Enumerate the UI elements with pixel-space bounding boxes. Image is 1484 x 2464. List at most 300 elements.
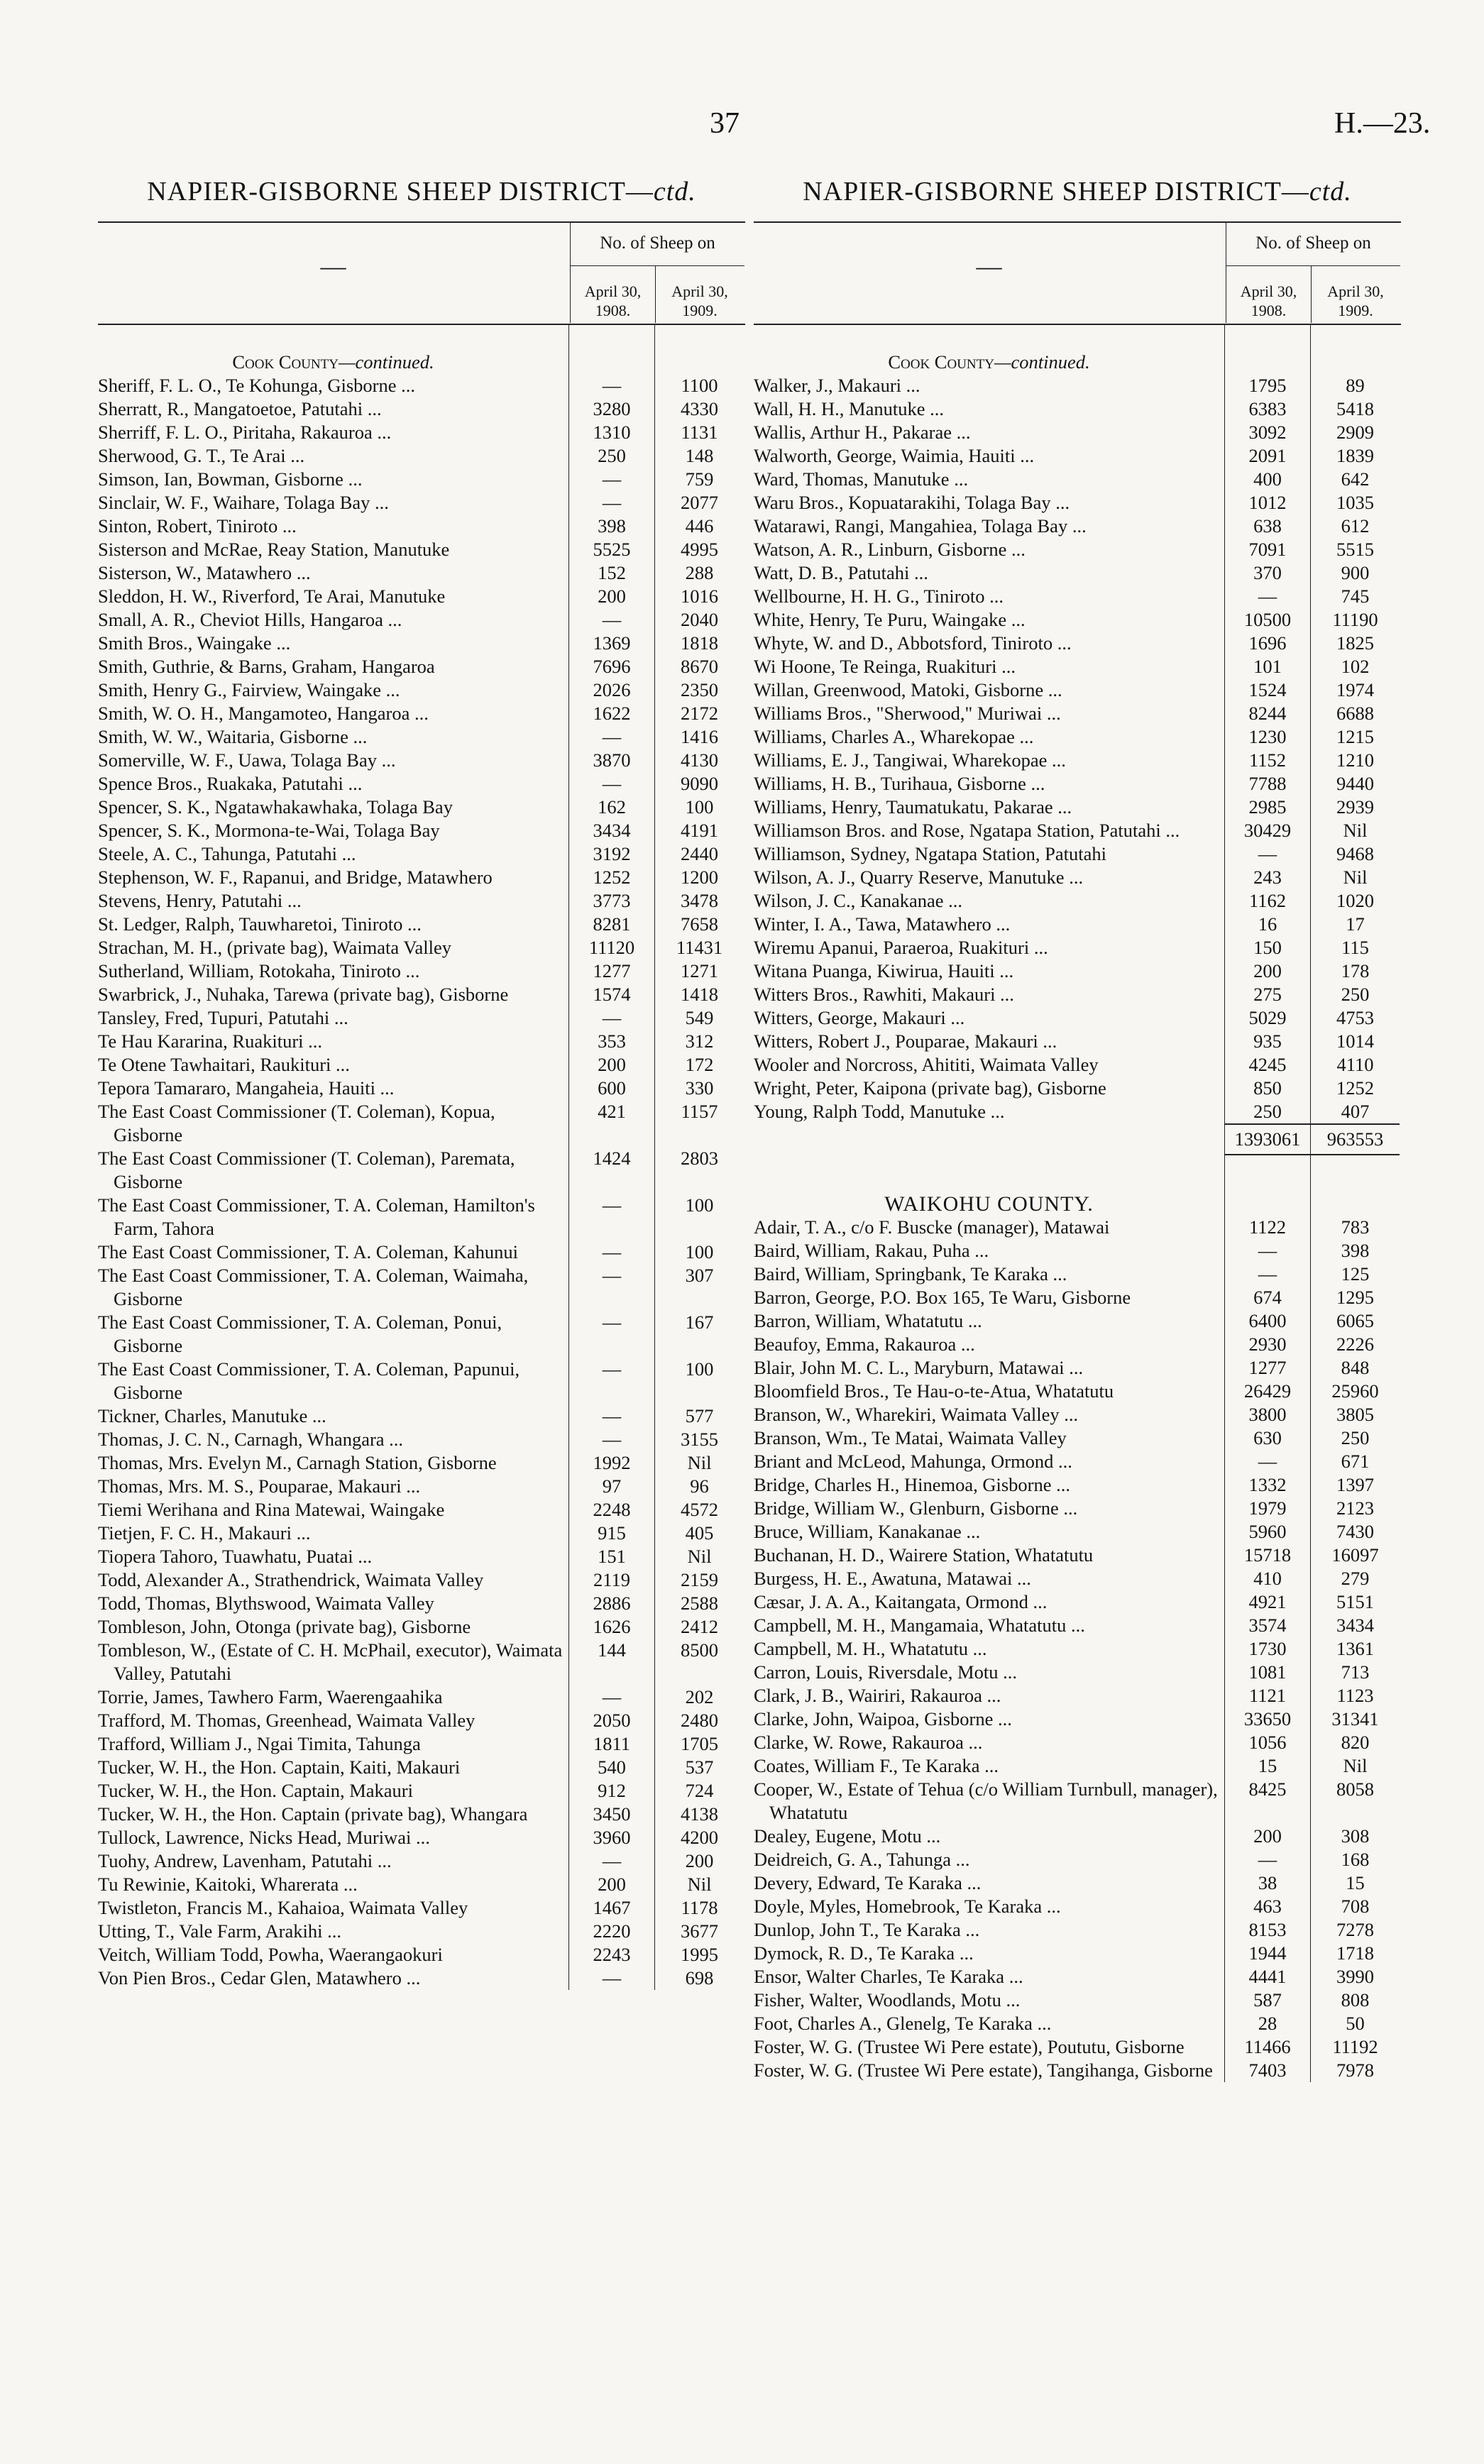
sheep-1909: 15 [1310,1871,1400,1895]
sheep-1909: 31341 [1310,1707,1400,1731]
sheep-1909: 549 [654,1006,744,1030]
table-row [754,1356,1401,1380]
sheep-1908: 250 [1224,1100,1310,1123]
owner-name: Willan, Greenwood, Matoki, Gisborne ... [754,679,1062,700]
sheep-1909: 6065 [1310,1309,1400,1333]
owner-name: Williams Bros., "Sherwood," Muriwai ... [754,703,1061,724]
sheep-1908: 1944 [1224,1942,1310,1965]
table-row [98,1920,745,1943]
table-row [754,444,1401,468]
sheep-1908: — [568,1428,654,1451]
owner-name: Strachan, M. H., (private bag), Waimata Valley [98,937,452,958]
sheep-1909: 4753 [1310,1006,1400,1030]
sheep-1909: Nil [1310,1754,1400,1778]
table-row [754,1707,1401,1731]
sheep-1908: — [568,1967,654,1990]
sheep-1909: Nil [1310,866,1400,889]
sheep-1908: 1332 [1224,1473,1310,1497]
sheep-1908: 275 [1224,983,1310,1006]
sheep-1908: 3960 [568,1826,654,1849]
table-row [754,655,1401,678]
header-dash: — [976,252,1002,280]
table-row [754,889,1401,913]
sheep-1908: — [1224,1239,1310,1263]
sheep-1909: 7978 [1310,2059,1400,2082]
owner-name: Bridge, Charles H., Hinemoa, Gisborne ... [754,1474,1070,1495]
table-row [754,1006,1401,1030]
owner-name: Tombleson, John, Otonga (private bag), Gisborne [98,1616,471,1637]
owner-name: Campbell, M. H., Whatatutu ... [754,1638,987,1659]
owner-name: Veitch, William Todd, Powha, Waerangaokuri [98,1944,443,1965]
sheep-1909: 100 [654,1358,744,1404]
table-row [754,1567,1401,1590]
table-row [754,468,1401,491]
sheep-1908: 4245 [1224,1053,1310,1077]
table-row [98,1006,745,1030]
sheep-1909: 148 [654,444,744,468]
table-row [98,1943,745,1967]
sheep-1908: 540 [568,1756,654,1779]
sheep-1909: 3478 [654,889,744,913]
owner-name: Waru Bros., Kopuatarakihi, Tolaga Bay ... [754,492,1070,513]
sheep-1909: 2350 [654,678,744,702]
sheep-1909: 3805 [1310,1403,1400,1426]
sheep-1908: 38 [1224,1871,1310,1895]
sheep-1909: 9090 [654,772,744,796]
owner-name: Sherwood, G. T., Te Arai ... [98,445,305,466]
sheep-1908: 600 [568,1077,654,1100]
owner-name: The East Coast Commissioner, T. A. Coleman, Kahunui [98,1241,518,1263]
total-row [754,1123,1401,1155]
sheep-1909: 405 [654,1522,744,1545]
sheep-1908: 850 [1224,1077,1310,1100]
table-row [754,1731,1401,1754]
owner-name: Adair, T. A., c/o F. Buscke (manager), Matawai [754,1216,1110,1238]
sheep-1909: 4200 [654,1826,744,1849]
owner-name: Young, Ralph Todd, Manutuke ... [754,1101,1005,1122]
table-row [754,1426,1401,1450]
sheep-1909: 168 [1310,1848,1400,1871]
sheep-1909: 250 [1310,983,1400,1006]
table-row [98,1475,745,1498]
sheep-1909: 102 [1310,655,1400,678]
sheep-1908: 2886 [568,1592,654,1615]
table-row [98,1451,745,1475]
sheep-1909: 11190 [1310,608,1400,632]
sheep-1909: 900 [1310,561,1400,585]
sheep-1908: 8425 [1224,1778,1310,1825]
sheep-1908: 2243 [568,1943,654,1967]
sheep-1909: 100 [654,796,744,819]
sheep-1909: 308 [1310,1825,1400,1848]
owner-name: Smith Bros., Waingake ... [98,632,291,654]
table-row [754,1497,1401,1520]
header-col-1908: April 30, 1908. [570,266,655,323]
owner-name: Te Hau Kararina, Ruakituri ... [98,1030,323,1052]
table-row [98,1756,745,1779]
table-row [98,1592,745,1615]
sheep-1908: 463 [1224,1895,1310,1918]
owner-name: Deidreich, G. A., Tahunga ... [754,1849,970,1870]
sheep-1908: 410 [1224,1567,1310,1590]
owner-name: Williams, Henry, Taumatukatu, Pakarae ... [754,796,1072,818]
sheep-1908: 7696 [568,655,654,678]
sheep-1908: 28 [1224,2012,1310,2035]
sheep-1908: 16 [1224,913,1310,936]
sheep-1909: 167 [654,1311,744,1358]
table-row [98,1849,745,1873]
sheep-1908: 6383 [1224,397,1310,421]
table-row [754,866,1401,889]
table-row [754,515,1401,538]
sheep-1909: 200 [654,1849,744,1873]
owner-name: Clarke, John, Waipoa, Gisborne ... [754,1708,1012,1729]
sheep-1908: — [568,1194,654,1241]
table-row [98,725,745,749]
header-col-1908: April 30, 1908. [1226,266,1311,323]
table-row [754,1918,1401,1942]
header-sheep-group: No. of Sheep on [1226,223,1400,266]
sheep-1909: 1718 [1310,1942,1400,1965]
sheep-1909: 671 [1310,1450,1400,1473]
sheep-1909: 288 [654,561,744,585]
table-row [98,1404,745,1428]
sheep-1909: 2803 [654,1147,744,1194]
sheep-1909: 1397 [1310,1473,1400,1497]
owner-name: The East Coast Commissioner, T. A. Coleman, Waimaha, Gisborne [98,1265,529,1309]
table-row [98,1967,745,1990]
sheep-1909: 250 [1310,1426,1400,1450]
table-row [754,819,1401,842]
table-row [754,1403,1401,1426]
owner-name: Tiopera Tahoro, Tuawhatu, Puatai ... [98,1546,373,1567]
sheep-1909: 330 [654,1077,744,1100]
header-col-1909: April 30, 1909. [655,266,744,323]
table-row [98,1311,745,1358]
sheep-1908: 15718 [1224,1544,1310,1567]
sheep-1909: 1020 [1310,889,1400,913]
table-row [98,561,745,585]
table-row [98,1077,745,1100]
table-row [754,796,1401,819]
sheep-1908: 2026 [568,678,654,702]
owner-name: Steele, A. C., Tahunga, Patutahi ... [98,843,356,864]
sheep-1909: 4995 [654,538,744,561]
owner-name: Spence Bros., Ruakaka, Patutahi ... [98,773,363,794]
sheep-1908: 5960 [1224,1520,1310,1544]
table-row [98,1498,745,1522]
table-row [754,1825,1401,1848]
owner-name: Williams, E. J., Tangiwai, Wharekopae ... [754,749,1066,771]
table-row [754,1216,1401,1239]
owner-name: Tombleson, W., (Estate of C. H. McPhail, executor), Waimata Valley, Patutahi [98,1639,563,1684]
owner-name: Williamson, Sydney, Ngatapa Station, Patutahi [754,843,1106,864]
sheep-1909: 4138 [654,1803,744,1826]
table-row [98,421,745,444]
sheep-1908: 421 [568,1100,654,1147]
sheep-1909: 2077 [654,491,744,515]
sheep-1908: 630 [1224,1426,1310,1450]
sheep-1909: 8058 [1310,1778,1400,1825]
owner-name: Williamson Bros. and Rose, Ngatapa Station, Patutahi ... [754,820,1180,841]
sheep-1908: 3450 [568,1803,654,1826]
sheep-1909: 4330 [654,397,744,421]
sheep-1909: 3434 [1310,1614,1400,1637]
sheep-1908: 250 [568,444,654,468]
owner-name: Williams, H. B., Turihaua, Gisborne ... [754,773,1045,794]
sheep-1909: 1295 [1310,1286,1400,1309]
owner-name: Dymock, R. D., Te Karaka ... [754,1942,974,1964]
table-row [98,585,745,608]
owner-name: Barron, William, Whatatutu ... [754,1310,982,1331]
sheep-1909: 2480 [654,1709,744,1732]
sheep-1909: 9468 [1310,842,1400,866]
sheep-1909: 7278 [1310,1918,1400,1942]
owner-name: Bloomfield Bros., Te Hau-o-te-Atua, Whatatutu [754,1380,1114,1402]
sheep-1908: 638 [1224,515,1310,538]
table-row [98,1264,745,1311]
left-heading: NAPIER-GISBORNE SHEEP DISTRICT—ctd. [147,177,696,207]
table-row [754,1754,1401,1778]
sheep-1909: 11431 [654,936,744,959]
owner-name: The East Coast Commissioner, T. A. Coleman, Papunui, Gisborne [98,1358,520,1403]
sheep-1909: 1418 [654,983,744,1006]
sheep-1908: 1467 [568,1896,654,1920]
right-heading: NAPIER-GISBORNE SHEEP DISTRICT—ctd. [803,177,1352,207]
sheep-1909: 312 [654,1030,744,1053]
table-row [754,1030,1401,1053]
owner-name: Baird, William, Rakau, Puha ... [754,1240,989,1261]
sheep-1909: 708 [1310,1895,1400,1918]
owner-name: Winter, I. A., Tawa, Matawhero ... [754,913,1011,935]
sheep-1909: 2040 [654,608,744,632]
sheep-1909: 1123 [1310,1684,1400,1707]
owner-name: Smith, W. W., Waitaria, Gisborne ... [98,726,368,747]
sheep-1908: 101 [1224,655,1310,678]
owner-name: Thomas, J. C. N., Carnagh, Whangara ... [98,1429,404,1450]
table-row [754,1520,1401,1544]
table-row [98,1826,745,1849]
sheep-1909: 8670 [654,655,744,678]
owner-name: Clarke, W. Rowe, Rakauroa ... [754,1732,983,1753]
table-row [98,866,745,889]
sheep-1908: — [568,1264,654,1311]
owner-name: Carron, Louis, Riversdale, Motu ... [754,1661,1017,1683]
sheep-1908: 152 [568,561,654,585]
owner-name: Wellbourne, H. H. G., Tiniroto ... [754,585,1004,607]
header-sheep-group: No. of Sheep on [570,223,744,266]
sheep-1908: 2930 [1224,1333,1310,1356]
sheep-1909: 7658 [654,913,744,936]
owner-name: Blair, John M. C. L., Maryburn, Matawai ... [754,1357,1084,1378]
owner-name: Briant and McLeod, Mahunga, Ormond ... [754,1451,1072,1472]
owner-name: Fisher, Walter, Woodlands, Motu ... [754,1989,1021,2011]
sheep-1908: 4921 [1224,1590,1310,1614]
owner-name: Stevens, Henry, Patutahi ... [98,890,302,911]
sheep-1909: 848 [1310,1356,1400,1380]
sheep-1909: 89 [1310,374,1400,397]
owner-name: Thomas, Mrs. Evelyn M., Carnagh Station, Gisborne [98,1452,497,1473]
table-row [754,1263,1401,1286]
table-row [98,678,745,702]
sheep-1908: — [568,1685,654,1709]
sheep-1909: 2440 [654,842,744,866]
owner-name: Cæsar, J. A. A., Kaitangata, Ormond ... [754,1591,1048,1612]
sheep-1909: 2159 [654,1568,744,1592]
sheep-1908: — [568,1311,654,1358]
sheep-1908: 1795 [1224,374,1310,397]
owner-name: Tietjen, F. C. H., Makauri ... [98,1522,311,1544]
sheep-1908: 4441 [1224,1965,1310,1989]
sheep-1909: 1157 [654,1100,744,1147]
sheep-1909: 7430 [1310,1520,1400,1544]
sheep-1908: 1162 [1224,889,1310,913]
sheep-1909: 5418 [1310,397,1400,421]
sheep-1909: 17 [1310,913,1400,936]
sheep-1908: 8153 [1224,1918,1310,1942]
sheep-1908: 151 [568,1545,654,1568]
sheep-1908: 1121 [1224,1684,1310,1707]
sheep-1909: 1995 [654,1943,744,1967]
sheep-1908: — [568,1404,654,1428]
owner-name: Foster, W. G. (Trustee Wi Pere estate), Poututu, Gisborne [754,2036,1185,2057]
sheep-1909: 16097 [1310,1544,1400,1567]
owner-name: The East Coast Commissioner, T. A. Coleman, Hamilton's Farm, Tahora [98,1194,535,1239]
sheep-1908: — [568,1241,654,1264]
owner-name: Witters, George, Makauri ... [754,1007,965,1028]
table-row [98,538,745,561]
owner-name: Simson, Ian, Bowman, Gisborne ... [98,468,363,490]
sheep-1909: 8500 [654,1639,744,1685]
sheep-1908: 3280 [568,397,654,421]
sheep-1909: 446 [654,515,744,538]
sheep-1909: 115 [1310,936,1400,959]
sheep-1909: 96 [654,1475,744,1498]
table-row [98,397,745,421]
owner-name: Campbell, M. H., Mangamaia, Whatatutu ... [754,1615,1085,1636]
owner-name: Witana Puanga, Kiwirua, Hauiti ... [754,960,1014,981]
owner-name: Tullock, Lawrence, Nicks Head, Muriwai ... [98,1827,430,1848]
owner-name: Bruce, William, Kanakanae ... [754,1521,981,1542]
sheep-1908: — [1224,1450,1310,1473]
owner-name: Wilson, A. J., Quarry Reserve, Manutuke ... [754,867,1084,888]
left-column [98,176,745,1990]
sheep-1908: 1979 [1224,1497,1310,1520]
cook-county-total [754,1123,1401,1216]
sheep-1909: 2123 [1310,1497,1400,1520]
sheep-1909: Nil [654,1873,744,1896]
sheep-1908: 33650 [1224,1707,1310,1731]
sheep-1908: 1012 [1224,491,1310,515]
owner-name: Wilson, J. C., Kanakanae ... [754,890,963,911]
table-row [754,749,1401,772]
sheep-1908: 2091 [1224,444,1310,468]
sheep-1909: 1974 [1310,678,1400,702]
sheep-1909: 1416 [654,725,744,749]
sheep-1908: 587 [1224,1989,1310,2012]
table-row [98,959,745,983]
sheep-1909: 1252 [1310,1077,1400,1100]
sheep-1909: 820 [1310,1731,1400,1754]
page-number: 37 [710,107,740,140]
sheep-1908: 7788 [1224,772,1310,796]
table-row [98,1194,745,1241]
sheep-1909: 1215 [1310,725,1400,749]
owner-name: Branson, W., Wharekiri, Waimata Valley ... [754,1404,1079,1425]
waikohu-table-body [754,1216,1401,2082]
sheep-1909: 698 [654,1967,744,1990]
sheep-1908: 2985 [1224,796,1310,819]
sheep-1909: 745 [1310,585,1400,608]
sheep-1909: 724 [654,1779,744,1803]
sheep-1908: 1992 [568,1451,654,1475]
sheep-1908: — [568,725,654,749]
sheep-1909: 612 [1310,515,1400,538]
sheep-1908: — [568,1358,654,1404]
total-1908: 1393061 [1224,1123,1310,1155]
table-row [98,655,745,678]
owner-name: Coates, William F., Te Karaka ... [754,1755,999,1776]
owner-name: Smith, Henry G., Fairview, Waingake ... [98,679,400,700]
table-row [98,1428,745,1451]
sheep-1908: 5525 [568,538,654,561]
sheep-1909: 1178 [654,1896,744,1920]
sheep-1908: 935 [1224,1030,1310,1053]
sheep-1909: 25960 [1310,1380,1400,1403]
sheep-1908: 3574 [1224,1614,1310,1637]
owner-name: Spencer, S. K., Mormona-te-Wai, Tolaga Bay [98,820,440,841]
sheep-1909: 4572 [654,1498,744,1522]
owner-name: Walworth, George, Waimia, Hauiti ... [754,445,1035,466]
sheep-1908: — [1224,842,1310,866]
owner-name: Sheriff, F. L. O., Te Kohunga, Gisborne ... [98,375,415,396]
sheep-1909: 6688 [1310,702,1400,725]
sheep-1908: 200 [568,1873,654,1896]
owner-name: Tu Rewinie, Kaitoki, Wharerata ... [98,1874,358,1895]
sheep-1908: 6400 [1224,1309,1310,1333]
sheep-1908: 674 [1224,1286,1310,1309]
sheep-1909: 100 [654,1194,744,1241]
table-row [98,913,745,936]
owner-name: Small, A. R., Cheviot Hills, Hangaroa ... [98,609,402,630]
owner-name: Todd, Thomas, Blythswood, Waimata Valley [98,1593,434,1614]
owner-name: Witters Bros., Rawhiti, Makauri ... [754,984,1014,1005]
sheep-1908: 3434 [568,819,654,842]
table-row [98,1615,745,1639]
county-heading: WAIKOHU COUNTY. [754,1155,1401,1216]
sheep-1908: — [1224,1263,1310,1286]
sheep-1909: 1035 [1310,491,1400,515]
owner-name: Watson, A. R., Linburn, Gisborne ... [754,539,1026,560]
sheep-1908: 144 [568,1639,654,1685]
owner-name: Tuohy, Andrew, Lavenham, Patutahi ... [98,1850,392,1871]
owner-name: Stephenson, W. F., Rapanui, and Bridge, Matawhero [98,867,493,888]
owner-name: Thomas, Mrs. M. S., Pouparae, Makauri ... [98,1475,421,1497]
sheep-1908: 3192 [568,842,654,866]
sheep-1909: 202 [654,1685,744,1709]
sheep-1909: 1016 [654,585,744,608]
sheep-1909: 1825 [1310,632,1400,655]
owner-name: Tucker, W. H., the Hon. Captain (private bag), Whangara [98,1803,528,1825]
sheep-1909: 3155 [654,1428,744,1451]
sheep-1909: Nil [654,1545,744,1568]
owner-name: Witters, Robert J., Pouparae, Makauri ... [754,1030,1057,1052]
sheep-1908: 8244 [1224,702,1310,725]
owner-name: Spencer, S. K., Ngatawhakawhaka, Tolaga Bay [98,796,453,818]
owner-name: Tickner, Charles, Manutuke ... [98,1405,326,1426]
owner-name: Cooper, W., Estate of Tehua (c/o William Turnbull, manager), Whatatutu [754,1778,1218,1823]
table-row [98,1358,745,1404]
